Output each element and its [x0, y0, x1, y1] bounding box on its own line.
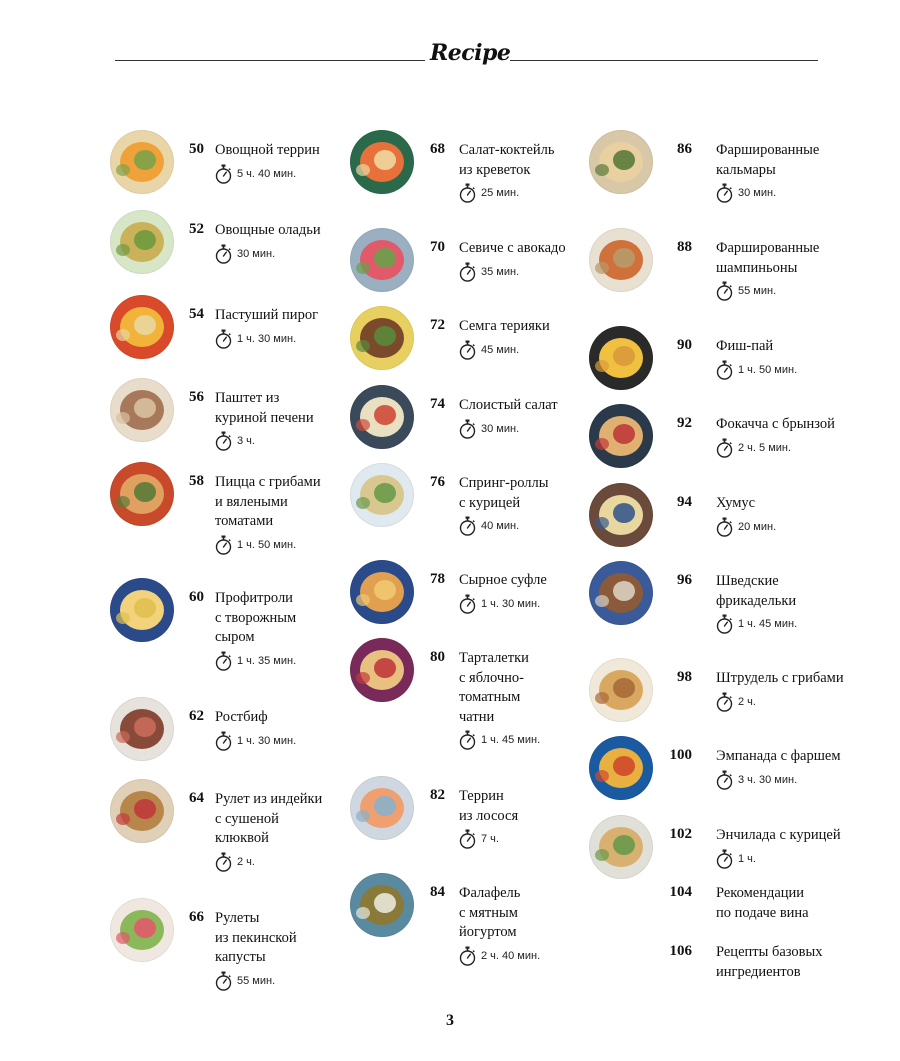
recipe-photo	[110, 462, 174, 526]
page-ref-number: 76	[430, 474, 445, 490]
page-ref-number: 52	[189, 221, 204, 237]
cooking-time-label: 1 ч.	[738, 852, 756, 865]
stopwatch-icon	[716, 614, 733, 634]
recipe-title: Рулет из индейки с сушеной клюквой	[215, 791, 323, 847]
cooking-time	[215, 651, 296, 671]
recipe-title: Слоистый салат	[459, 397, 558, 413]
recipe-title: Эмпанада с фаршем	[716, 748, 841, 764]
recipe-title: Профитроли с творожным сыром	[215, 590, 297, 646]
recipe-title: Паштет из куриной печени	[215, 390, 314, 426]
recipe-title: Тарталетки с яблочно- томатным чатни	[459, 650, 529, 725]
recipe-photo	[350, 638, 414, 702]
cooking-time	[215, 971, 275, 991]
stopwatch-icon	[215, 971, 232, 991]
page-ref-number: 96	[677, 572, 692, 588]
page-ref-number: 86	[677, 141, 692, 157]
recipe-photo	[350, 560, 414, 624]
recipe-photo	[350, 776, 414, 840]
recipe-photo	[589, 736, 653, 800]
cooking-time	[716, 517, 776, 537]
cooking-time	[716, 360, 797, 380]
recipe-photo	[110, 295, 174, 359]
recipe-title: Рекомендации по подаче вина	[716, 885, 809, 921]
recipe-title: Фаршированные кальмары	[716, 142, 820, 178]
cooking-time	[459, 594, 540, 614]
cooking-time	[459, 183, 519, 203]
stopwatch-icon	[716, 183, 733, 203]
page-ref-number: 62	[189, 708, 204, 724]
recipe-photo	[350, 228, 414, 292]
page-ref-number: 70	[430, 239, 445, 255]
stopwatch-icon	[215, 535, 232, 555]
recipe-photo	[589, 483, 653, 547]
cooking-time	[215, 431, 255, 451]
page-ref-number: 78	[430, 571, 445, 587]
cooking-time	[716, 281, 776, 301]
recipe-photo	[589, 130, 653, 194]
cooking-time-label: 7 ч.	[481, 833, 499, 846]
page-ref-number: 68	[430, 141, 445, 157]
cooking-time-label: 1 ч. 30 мин.	[237, 734, 297, 747]
page-ref-number: 100	[669, 747, 692, 763]
stopwatch-icon	[459, 183, 476, 203]
page-ref-number: 98	[677, 669, 692, 685]
cooking-time-label: 55 мин.	[237, 974, 276, 987]
cooking-time	[215, 852, 255, 872]
cooking-time-label: 3 ч. 30 мин.	[738, 773, 798, 786]
stopwatch-icon	[716, 517, 733, 537]
cooking-time-label: 2 ч. 40 мин.	[481, 949, 541, 962]
page-ref-number: 84	[430, 884, 445, 900]
cooking-time-label: 1 ч. 45 мин.	[481, 734, 541, 747]
page-ref-number: 66	[189, 909, 204, 925]
recipe-title: Рецепты базовых ингредиентов	[716, 944, 823, 980]
cooking-time	[215, 164, 296, 184]
cooking-time-label: 40 мин.	[481, 520, 520, 533]
stopwatch-icon	[459, 262, 476, 282]
recipe-title: Энчилада с курицей	[716, 827, 841, 843]
cooking-time	[716, 770, 797, 790]
page-ref-number: 64	[189, 790, 204, 806]
recipe-title: Хумус	[716, 495, 756, 511]
recipe-title: Шведские фрикадельки	[716, 573, 797, 609]
stopwatch-icon	[459, 829, 476, 849]
page-ref-number: 80	[430, 649, 445, 665]
stopwatch-icon	[215, 244, 232, 264]
cooking-time	[716, 183, 776, 203]
cooking-time-label: 1 ч. 30 мин.	[481, 597, 541, 610]
recipe-title: Спринг-роллы с курицей	[459, 475, 549, 511]
recipe-title: Овощной террин	[215, 142, 320, 158]
recipe-title: Пастуший пирог	[215, 307, 319, 323]
cooking-time	[716, 692, 756, 712]
cooking-time-label: 25 мин.	[481, 187, 520, 200]
recipe-title: Севиче с авокадо	[459, 240, 566, 256]
cooking-time-label: 2 ч.	[738, 695, 756, 708]
header-rule-left	[115, 60, 425, 61]
cooking-time	[459, 516, 519, 536]
recipe-photo	[589, 326, 653, 390]
recipe-photo	[110, 898, 174, 962]
stopwatch-icon	[716, 849, 733, 869]
page-ref-number: 88	[677, 239, 692, 255]
recipe-title: Семга терияки	[459, 318, 550, 334]
stopwatch-icon	[716, 770, 733, 790]
recipe-photo	[350, 130, 414, 194]
cooking-time	[716, 849, 756, 869]
cooking-time-label: 1 ч. 30 мин.	[237, 332, 297, 345]
recipe-title: Штрудель с грибами	[716, 670, 844, 686]
recipe-title: Салат-коктейль из креветок	[459, 142, 555, 178]
stopwatch-icon	[459, 730, 476, 750]
header-rule-right	[510, 60, 818, 61]
recipe-photo	[110, 378, 174, 442]
stopwatch-icon	[215, 852, 232, 872]
stopwatch-icon	[459, 946, 476, 966]
page-ref-number: 74	[430, 396, 445, 412]
recipe-title: Ростбиф	[215, 709, 268, 725]
cooking-time	[716, 438, 791, 458]
recipe-photo	[110, 779, 174, 843]
recipe-title: Фиш-пай	[716, 338, 774, 354]
recipe-photo	[110, 210, 174, 274]
cooking-time-label: 30 мин.	[738, 187, 777, 200]
cooking-time	[459, 946, 540, 966]
brand-logo: Recipe	[430, 40, 511, 66]
cooking-time-label: 2 ч. 5 мин.	[738, 441, 792, 454]
stopwatch-icon	[459, 594, 476, 614]
cooking-time	[716, 614, 797, 634]
page-ref-number: 82	[430, 787, 445, 803]
recipe-photo	[350, 306, 414, 370]
stopwatch-icon	[215, 431, 232, 451]
cooking-time	[215, 244, 275, 264]
stopwatch-icon	[215, 651, 232, 671]
cooking-time-label: 1 ч. 45 мин.	[738, 618, 798, 631]
stopwatch-icon	[716, 438, 733, 458]
cooking-time	[459, 829, 499, 849]
page-ref-number: 56	[189, 389, 204, 405]
cooking-time-label: 20 мин.	[738, 520, 777, 533]
page-ref-number: 72	[430, 317, 445, 333]
stopwatch-icon	[716, 692, 733, 712]
recipe-title: Фалафель с мятным йогуртом	[459, 885, 521, 941]
cooking-time-label: 2 ч.	[237, 855, 255, 868]
recipe-photo	[350, 385, 414, 449]
recipe-title: Террин из лосося	[459, 788, 519, 824]
page-number: 3	[446, 1012, 454, 1029]
page-ref-number: 54	[189, 306, 204, 322]
recipe-photo	[110, 130, 174, 194]
stopwatch-icon	[716, 281, 733, 301]
page-ref-number: 94	[677, 494, 692, 510]
recipe-photo	[589, 228, 653, 292]
cooking-time-label: 1 ч. 50 мин.	[738, 363, 798, 376]
cooking-time-label: 55 мин.	[738, 285, 777, 298]
page-ref-number: 92	[677, 415, 692, 431]
recipe-photo	[350, 873, 414, 937]
page-ref-number: 50	[189, 141, 204, 157]
cooking-time-label: 45 мин.	[481, 343, 520, 356]
stopwatch-icon	[459, 516, 476, 536]
recipe-photo	[589, 404, 653, 468]
page-ref-number: 104	[669, 884, 692, 900]
cooking-time	[459, 419, 519, 439]
stopwatch-icon	[215, 329, 232, 349]
cooking-time-label: 30 мин.	[481, 422, 520, 435]
cooking-time	[215, 731, 296, 751]
recipe-photo	[350, 463, 414, 527]
stopwatch-icon	[215, 164, 232, 184]
recipe-title: Фокачча с брынзой	[716, 416, 835, 432]
recipe-photo	[589, 658, 653, 722]
recipe-photo	[110, 697, 174, 761]
page-ref-number: 102	[669, 826, 692, 842]
recipe-title: Овощные оладьи	[215, 222, 321, 238]
recipe-title: Пицца с грибами и вялеными томатами	[215, 474, 321, 530]
stopwatch-icon	[215, 731, 232, 751]
recipe-photo	[110, 578, 174, 642]
cooking-time	[459, 340, 519, 360]
page-ref-number: 58	[189, 473, 204, 489]
cooking-time	[459, 730, 540, 750]
recipe-title: Рулеты из пекинской капусты	[215, 910, 297, 966]
cooking-time-label: 1 ч. 50 мин.	[237, 538, 297, 551]
cooking-time-label: 30 мин.	[237, 247, 276, 260]
cooking-time	[215, 329, 296, 349]
recipe-photo	[589, 815, 653, 879]
cooking-time	[215, 535, 296, 555]
recipe-title: Фаршированные шампиньоны	[716, 240, 820, 276]
cooking-time	[459, 262, 519, 282]
page-ref-number: 90	[677, 337, 692, 353]
page-ref-number: 106	[669, 943, 692, 959]
cooking-time-label: 3 ч.	[237, 435, 255, 448]
stopwatch-icon	[459, 340, 476, 360]
cooking-time-label: 5 ч. 40 мин.	[237, 167, 297, 180]
stopwatch-icon	[716, 360, 733, 380]
recipe-photo	[589, 561, 653, 625]
recipe-title: Сырное суфле	[459, 572, 547, 588]
cooking-time-label: 35 мин.	[481, 265, 520, 278]
page-ref-number: 60	[189, 589, 204, 605]
stopwatch-icon	[459, 419, 476, 439]
cooking-time-label: 1 ч. 35 мин.	[237, 654, 297, 667]
